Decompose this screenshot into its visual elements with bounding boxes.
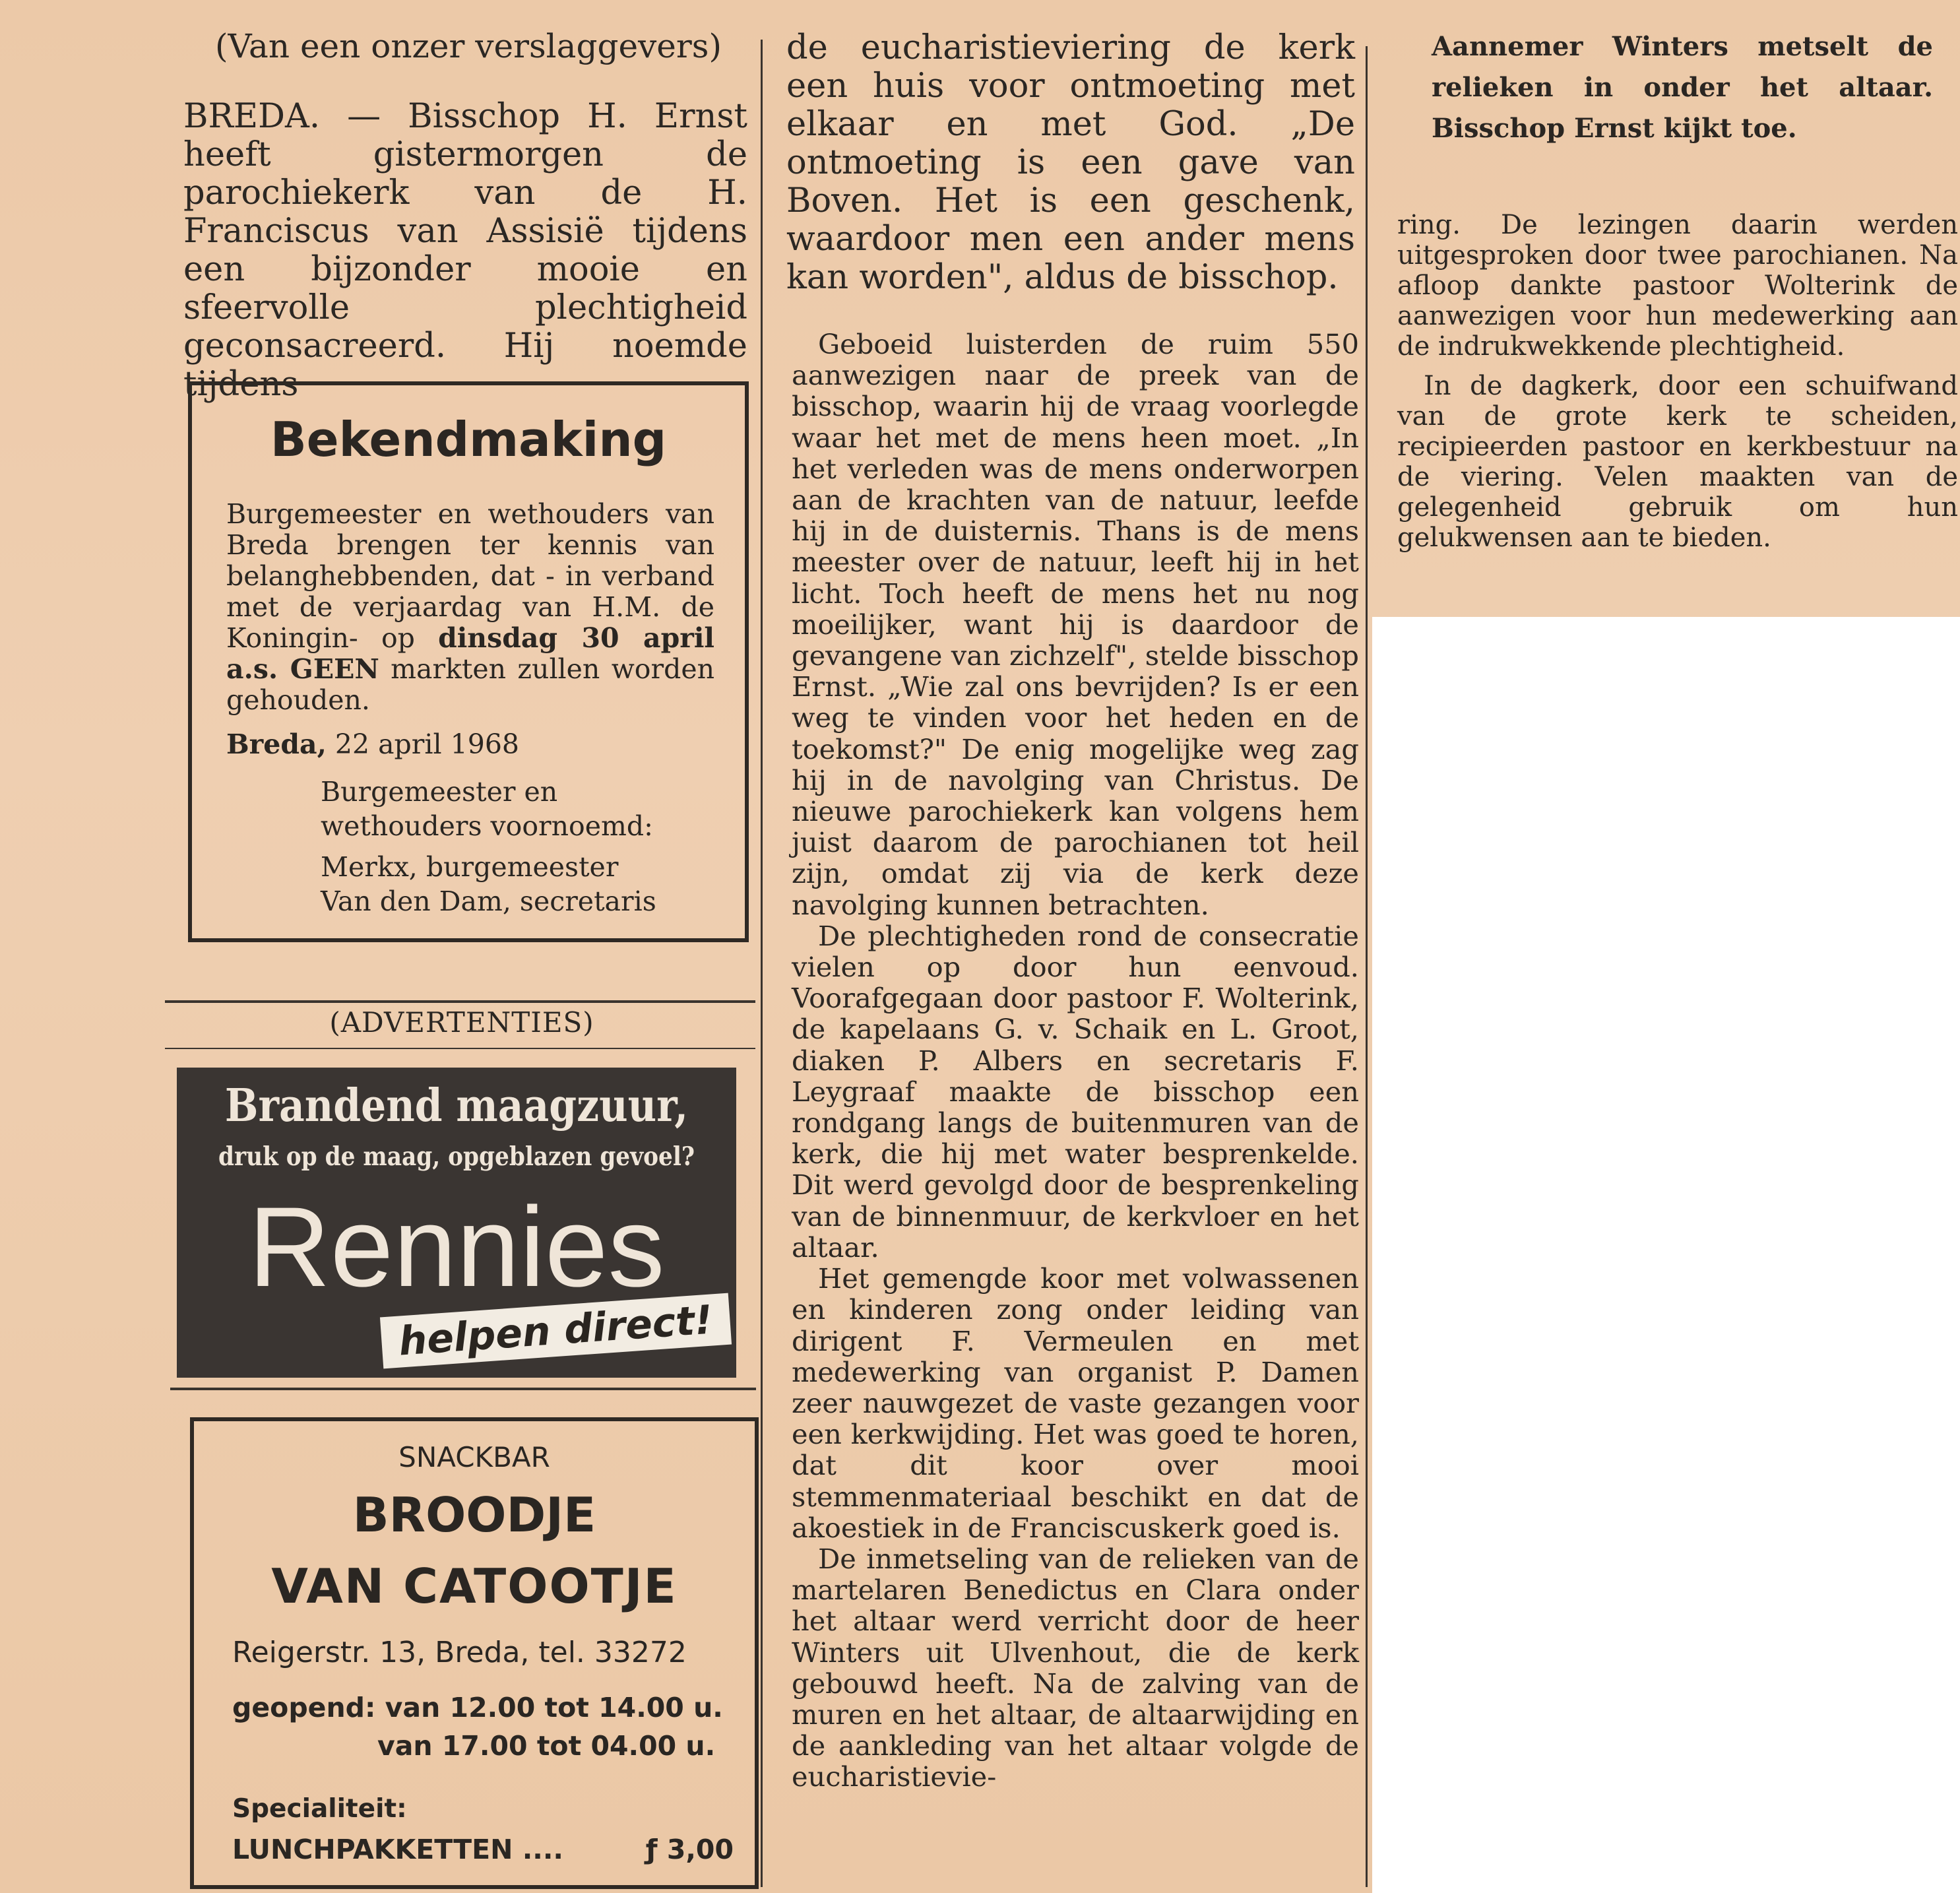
snackbar-specialty-row — [232, 1834, 734, 1865]
article-paragraph: De plechtigheden rond de consecratie vielen op door hun eenvoud. Voorafgegaan door pastoor F. Wolterink, de kapelaans G. v. Schaik en L. Groot, diaken P. Albers en secretaris F. Leygraaf maakte de bisschop een rondgang langs de buitenmuren van de kerk, die hij met water besprenkelde. Dit werd gevolgd door de besprenkeling van de binnenmuur, de kerkvloer en het altaar. — [792, 919, 1359, 1264]
snackbar-name-line2: VAN CATOOTJE — [271, 1558, 678, 1614]
rennies-advertisement — [177, 1068, 736, 1378]
signatory-line: Van den Dam, secretaris — [321, 885, 656, 917]
signatory-line: Burgemeester en — [321, 776, 558, 808]
column-rule-left — [761, 40, 763, 1887]
photo-caption: Aannemer Winters metselt de relieken in onder het altaar. Bisschop Ernst kijkt toe. — [1432, 31, 1933, 144]
blank-scan-area — [1372, 617, 1960, 1893]
article-lead-continued: de eucharistieviering de kerk een huis voor ontmoeting met elkaar en met God. „De ontmoeting is een gave van Boven. Het is een geschenk, waardoor men een ander mens kan worden", aldus de bisschop. — [786, 28, 1355, 297]
ad-separator-rule — [170, 1388, 756, 1390]
snackbar-address: Reigerstr. 13, Breda, tel. 33272 — [232, 1636, 687, 1669]
article-paragraph: De inmetseling van de relieken van de martelaren Benedictus en Clara onder het altaar werd verricht door de heer Winters uit Ulvenhout, die de kerk gebouwd heeft. Na de zalving van de muren en het altaar, de altaarwijding en de aankleding van het altaar volgde de eucharistievie- — [792, 1542, 1359, 1793]
notice-body-text: Burgemeester en wethouders van Breda brengen ter kennis van belanghebbenden, dat - in verband met de verjaardag van H.M. de Koningin- op — [226, 498, 714, 654]
advertenties-rule-bottom — [165, 1048, 755, 1049]
snackbar-kicker: SNACKBAR — [398, 1441, 550, 1473]
notice-body-end: markten zullen worden gehouden. — [226, 653, 714, 716]
article-paragraph: ring. De lezingen daarin werden uitgesproken door twee parochianen. Na afloop dankte pastoor Wolterink de aanwezigen voor hun medewerking aan de indrukwekkende plechtigheid. — [1397, 210, 1958, 362]
advertenties-label: (ADVERTENTIES) — [329, 1006, 594, 1039]
notice-body-bold: dinsdag 30 april a.s. GEEN — [226, 622, 714, 685]
article-body-column-3 — [1397, 210, 1958, 562]
notice-body — [226, 499, 714, 716]
ad-brand-logo: Rennies — [248, 1184, 665, 1310]
ad-headline: Brandend maagzuur, — [224, 1079, 689, 1132]
notice-place: Breda, — [226, 728, 327, 760]
notice-title: Bekendmaking — [270, 412, 667, 467]
snackbar-specialty-item: LUNCHPAKKETTEN .... — [232, 1834, 564, 1865]
snackbar-specialty-price: ƒ 3,00 — [645, 1834, 734, 1865]
article-intro-text: BREDA. — Bisschop H. Ernst heeft gistermorgen de parochiekerk van de H. Franciscus van Assisië tijdens een bijzonder mooie en sfeervolle plechtigheid geconsacreerd. Hij noemde tijdens — [183, 97, 747, 404]
snackbar-hours-line1: geopend: van 12.00 tot 14.00 u. — [232, 1692, 723, 1723]
signatory-line: wethouders voornoemd: — [321, 810, 653, 842]
article-paragraph: Geboeid luisterden de ruim 550 aanwezigen naar de preek van de bisschop, waarin hij de vraag voorlegde waar het met de mens heen moet. „In het verleden was de mens onderworpen aan de krachten van de natuur, leefde hij in de duisternis. Thans is de mens meester over de natuur, leeft hij in het licht. Toch heeft de mens het nu nog moeilijker, want hij is daardoor de gevangene van zichzelf", stelde bisschop Ernst. „Wie zal ons bevrijden? Is er een weg te vinden voor het heden en de toekomst?" De enig mogelijke weg zag hij in de navolging van Christus. De nieuwe parochiekerk kan volgens hem juist daarom de parochianen tot heil zijn, omdat zij via de kerk deze navolging kunnen betrachten. — [792, 328, 1359, 921]
notice-signatories — [321, 775, 716, 918]
ad-subline: druk op de maag, opgeblazen gevoel? — [218, 1141, 695, 1172]
signatory-line: Merkx, burgemeester — [321, 851, 619, 883]
article-paragraph: In de dagkerk, door een schuifwand van de grote kerk te scheiden, recipieerden pastoor en kerkbestuur na de viering. Velen maakten van de gelegenheid gebruik om hun gelukwensen aan te bieden. — [1397, 371, 1958, 553]
snackbar-name-line1: BROODJE — [352, 1487, 596, 1543]
article-paragraph: Het gemengde koor met volwassenen en kinderen zong onder leiding van dirigent F. Vermeulen en met medewerking van organist P. Damen zeer nauwgezet de vaste gezangen voor een kerkwijding. Het was goed te horen, dat dit koor over mooi stemmenmateriaal beschikt en dat de akoestiek in de Franciscuskerk goed is. — [792, 1262, 1359, 1544]
advertenties-rule-top — [165, 1000, 755, 1003]
bekendmaking-notice-box — [188, 381, 749, 942]
reporter-credit: (Van een onzer verslaggevers) — [215, 27, 722, 65]
notice-dateline — [226, 728, 519, 760]
snackbar-specialty-label: Specialiteit: — [232, 1794, 407, 1824]
snackbar-hours-line2: van 17.00 tot 04.00 u. — [377, 1730, 716, 1762]
article-body-column-2 — [792, 329, 1359, 1793]
notice-date: 22 april 1968 — [326, 728, 519, 760]
column-rule-middle — [1366, 46, 1368, 1887]
ad-tagline: helpen direct! — [380, 1293, 732, 1369]
snackbar-advertisement — [190, 1417, 759, 1889]
